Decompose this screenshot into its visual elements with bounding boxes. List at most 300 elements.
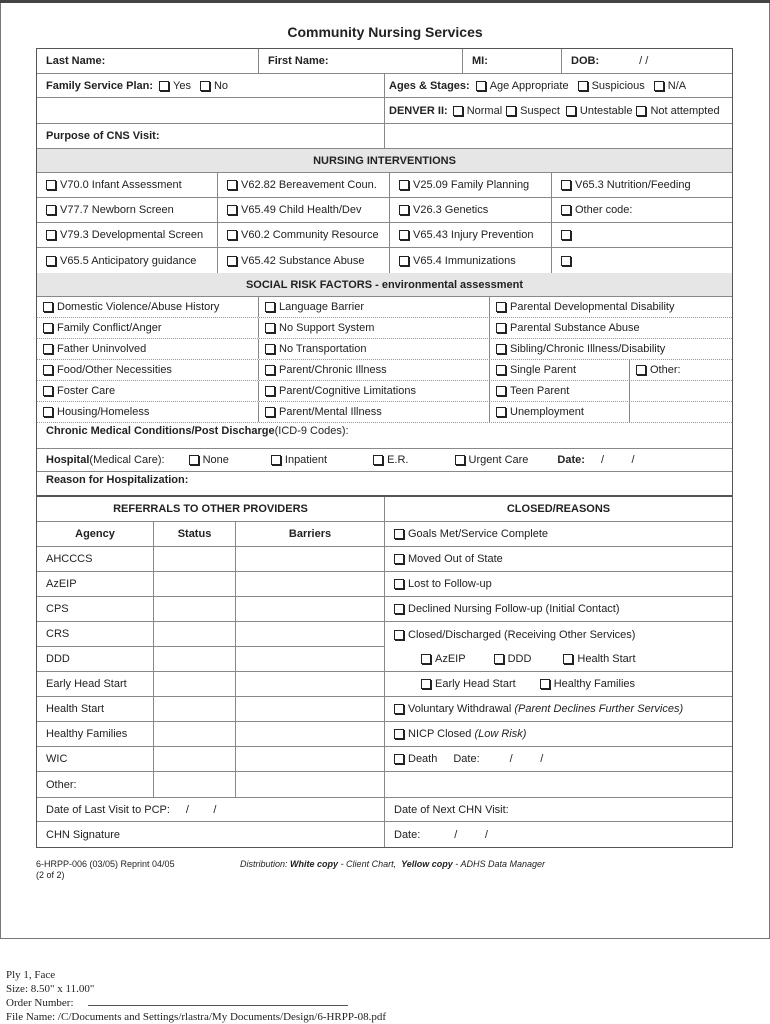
checkbox[interactable] [271, 455, 281, 465]
option-label: No [213, 79, 229, 92]
status-cell[interactable] [154, 672, 236, 696]
option-label: Single Parent [510, 364, 577, 376]
checkbox[interactable] [394, 704, 404, 714]
agency-row [37, 697, 384, 722]
status-cell[interactable] [154, 722, 236, 746]
nursing-option[interactable] [218, 198, 390, 222]
signature-date-label: Date: [394, 828, 421, 841]
print-info [6, 968, 386, 1024]
closed-option[interactable] [385, 622, 732, 647]
order-number-label: Order Number: [6, 997, 74, 1009]
social-other-blank[interactable] [630, 381, 732, 401]
death-label: Death [408, 753, 438, 765]
status-cell[interactable] [154, 697, 236, 721]
checkbox[interactable] [453, 106, 463, 116]
file-name-info: File Name: /C/Documents and Settings/rlastra/My Documents/Design/6-HRPP-08.pdf [6, 1011, 387, 1023]
ages-stages-label: Ages & Stages: [389, 79, 470, 92]
checkbox[interactable] [494, 654, 504, 664]
form-title: Community Nursing Services [287, 24, 483, 40]
signature-date-field[interactable] [385, 822, 732, 847]
order-number-line[interactable] [88, 1005, 348, 1006]
nursing-option[interactable] [37, 248, 218, 273]
closed-option[interactable] [385, 547, 732, 571]
option-label: Inpatient [284, 454, 328, 466]
agency-name: Healthy Families [46, 728, 128, 740]
voluntary-label: Voluntary Withdrawal [408, 703, 512, 715]
last-name-label: Last Name: [46, 55, 106, 67]
nursing-option[interactable] [390, 248, 552, 273]
social-row [37, 360, 732, 381]
signature-label: CHN Signature [46, 828, 120, 841]
social-other-label: Other: [650, 364, 681, 376]
checkbox[interactable] [265, 365, 275, 375]
purpose-label: Purpose of CNS Visit: [46, 130, 160, 142]
pcp-row [37, 797, 732, 822]
barriers-cell[interactable] [236, 772, 384, 797]
agency-row [37, 547, 384, 572]
social-risk-header: SOCIAL RISK FACTORS - environmental assessment [37, 273, 732, 296]
social-option[interactable] [37, 339, 259, 359]
checkbox[interactable] [46, 180, 56, 190]
option-label: Early Head Start [435, 678, 516, 690]
checkbox[interactable] [399, 180, 409, 190]
closed-row [385, 622, 732, 647]
social-option[interactable] [490, 318, 732, 338]
chronic-conditions-field[interactable] [37, 423, 732, 439]
checkbox[interactable] [43, 323, 53, 333]
option-label: Parent/Mental Illness [279, 406, 382, 418]
barriers-cell[interactable] [236, 722, 384, 746]
yellow-copy-dest: - ADHS Data Manager [452, 859, 545, 869]
signature-date-slashes: / / [454, 828, 488, 841]
option-label: Health Start [577, 653, 636, 665]
social-option[interactable] [490, 360, 630, 380]
checkbox[interactable] [561, 256, 571, 266]
agency-row [37, 572, 384, 597]
closed-health-start-option[interactable] [563, 653, 635, 665]
social-option[interactable] [259, 297, 490, 317]
checkbox[interactable] [43, 302, 53, 312]
checkbox[interactable] [540, 679, 550, 689]
mi-field[interactable] [463, 49, 562, 73]
agency-row [37, 597, 384, 622]
option-label: V79.3 Developmental Screen [60, 229, 204, 241]
distribution-note [240, 859, 545, 869]
option-label: V65.3 Nutrition/Feeding [575, 179, 691, 191]
social-option[interactable] [259, 339, 490, 359]
checkbox[interactable] [566, 106, 576, 116]
agency-name: AHCCCS [46, 553, 93, 565]
status-cell[interactable] [154, 572, 236, 596]
social-header-row [37, 273, 732, 297]
checkbox[interactable] [394, 579, 404, 589]
purpose-field[interactable] [37, 124, 385, 148]
checkbox[interactable] [563, 654, 573, 664]
fsp-row [37, 74, 732, 98]
agency-name: CRS [46, 628, 70, 640]
option-label: Closed/Discharged (Receiving Other Services) [408, 628, 636, 641]
signature-field[interactable] [37, 822, 385, 847]
barriers-cell[interactable] [236, 697, 384, 721]
nursing-option[interactable] [37, 223, 218, 247]
status-cell[interactable] [154, 622, 236, 646]
pcp-label: Date of Last Visit to PCP: [46, 803, 170, 816]
checkbox[interactable] [394, 529, 404, 539]
agency-name: DDD [46, 653, 70, 665]
option-label: V25.09 Family Planning [413, 179, 530, 191]
option-label: Declined Nursing Follow-up (Initial Contact) [408, 603, 620, 615]
denver-ii [385, 98, 732, 123]
social-row [37, 297, 732, 318]
form-code: 6-HRPP-006 (03/05) Reprint 04/05 [36, 859, 175, 869]
pcp-date-field[interactable] [37, 798, 385, 821]
social-option[interactable] [37, 318, 259, 338]
blank-cell[interactable] [385, 124, 732, 148]
option-label: Other code: [575, 204, 633, 216]
barriers-cell[interactable] [236, 622, 384, 646]
checkbox[interactable] [421, 679, 431, 689]
nursing-option[interactable] [218, 173, 390, 197]
agency-cell [37, 622, 154, 646]
hospital-urgent-care-option[interactable] [455, 454, 529, 466]
option-label: V70.0 Infant Assessment [60, 179, 182, 191]
white-copy: White copy [290, 859, 339, 869]
option-label: V65.43 Injury Prevention [413, 229, 534, 241]
checkbox[interactable] [636, 106, 646, 116]
fsp-no-option[interactable] [200, 80, 228, 92]
checkbox[interactable] [227, 256, 237, 266]
closed-row [385, 522, 732, 547]
hospital-sub: (Medical Care): [89, 454, 165, 466]
nursing-option[interactable] [552, 198, 732, 222]
closed-option[interactable] [385, 597, 732, 621]
closed-sub-options-2 [385, 672, 732, 696]
checkbox[interactable] [561, 205, 571, 215]
checkbox[interactable] [265, 407, 275, 417]
checkbox[interactable] [43, 386, 53, 396]
barriers-cell[interactable] [236, 747, 384, 771]
hospital-field [37, 449, 732, 471]
checkbox[interactable] [496, 302, 506, 312]
next-visit-label: Date of Next CHN Visit: [394, 803, 509, 816]
checkbox[interactable] [46, 230, 56, 240]
status-cell[interactable] [154, 597, 236, 621]
hospital-inpatient-option[interactable] [271, 454, 327, 466]
option-label: V65.5 Anticipatory guidance [60, 254, 197, 267]
social-option[interactable] [490, 402, 630, 422]
agency-cell [37, 647, 154, 671]
nursing-option[interactable] [218, 223, 390, 247]
white-copy-dest: - Client Chart, [338, 859, 397, 869]
closed-option[interactable] [385, 572, 732, 596]
denver-suspect-option[interactable] [506, 105, 560, 117]
checkbox[interactable] [506, 106, 516, 116]
social-option[interactable] [259, 318, 490, 338]
checkbox[interactable] [43, 365, 53, 375]
checkbox[interactable] [496, 407, 506, 417]
agency-cell [37, 597, 154, 621]
checkbox[interactable] [578, 81, 588, 91]
page-count: (2 of 2) [36, 870, 65, 880]
denver-normal-option[interactable] [453, 105, 502, 117]
nursing-option[interactable] [390, 198, 552, 222]
option-label: V77.7 Newborn Screen [60, 204, 174, 216]
barriers-cell[interactable] [236, 547, 384, 571]
option-label: N/A [667, 79, 687, 92]
closed-early-head-start-option[interactable] [421, 678, 516, 690]
checkbox[interactable] [399, 230, 409, 240]
social-option[interactable] [37, 381, 259, 401]
agency-cell [37, 722, 154, 746]
form-code-block [36, 859, 175, 881]
option-label: No Transportation [279, 343, 367, 355]
purpose-row [37, 124, 732, 149]
social-other-blank[interactable] [630, 402, 732, 422]
agency-name: Early Head Start [46, 678, 127, 690]
nicp-label: NICP Closed [408, 728, 472, 740]
agency-name: AzEIP [46, 578, 77, 590]
status-cell[interactable] [154, 647, 236, 671]
option-label: V26.3 Genetics [413, 204, 489, 216]
checkbox[interactable] [394, 554, 404, 564]
hospital-date-slashes: / / [600, 454, 635, 466]
reason-field[interactable] [37, 472, 732, 488]
checkbox[interactable] [189, 455, 199, 465]
checkbox[interactable] [394, 604, 404, 614]
checkbox[interactable] [200, 81, 210, 91]
nursing-option[interactable] [552, 173, 732, 197]
checkbox[interactable] [561, 230, 571, 240]
checkbox[interactable] [265, 302, 275, 312]
checkbox[interactable] [394, 630, 404, 640]
status-cell[interactable] [154, 547, 236, 571]
ages-na-option[interactable] [654, 80, 686, 92]
barriers-column-header: Barriers [288, 528, 332, 540]
barriers-cell[interactable] [236, 647, 384, 671]
dob-slashes: / / [639, 55, 649, 67]
checkbox[interactable] [496, 386, 506, 396]
blank-cell[interactable] [37, 98, 385, 123]
closed-voluntary-option[interactable] [385, 697, 732, 721]
social-option[interactable] [259, 381, 490, 401]
ages-suspicious-option[interactable] [578, 80, 645, 92]
checkbox[interactable] [43, 344, 53, 354]
option-label: E.R. [387, 454, 409, 466]
hospital-row [37, 449, 732, 472]
nicp-note: (Low Risk) [474, 728, 527, 740]
nursing-option[interactable] [218, 248, 390, 273]
agency-cell [37, 572, 154, 596]
closed-row [385, 597, 732, 622]
nursing-row [37, 248, 732, 273]
nursing-row [37, 198, 732, 223]
checkbox[interactable] [636, 365, 646, 375]
agency-name: Other: [46, 778, 77, 791]
next-visit-field[interactable] [385, 798, 732, 821]
option-label: V65.4 Immunizations [413, 254, 516, 267]
agency-name: WIC [46, 753, 68, 765]
social-option[interactable] [490, 339, 732, 359]
fsp-yes-option[interactable] [159, 80, 191, 92]
order-number-row [6, 996, 386, 1010]
option-label: Parent/Chronic Illness [279, 364, 387, 376]
nursing-option[interactable] [37, 198, 218, 222]
option-label: Domestic Violence/Abuse History [57, 301, 220, 313]
chronic-suffix: (ICD-9 Codes): [274, 425, 349, 437]
checkbox[interactable] [43, 407, 53, 417]
reason-row [37, 472, 732, 497]
social-row [37, 381, 732, 402]
checkbox[interactable] [394, 754, 404, 764]
voluntary-note: (Parent Declines Further Services) [514, 703, 684, 715]
social-other-option[interactable] [630, 360, 732, 380]
option-label: Teen Parent [510, 385, 570, 397]
agency-name: Health Start [46, 703, 105, 715]
dob-label: DOB: [571, 55, 600, 67]
closed-row [385, 547, 732, 572]
option-label: Untestable [579, 104, 633, 117]
status-cell[interactable] [154, 747, 236, 771]
blank-cell[interactable] [385, 772, 732, 797]
closed-header: CLOSED/REASONS [506, 503, 611, 515]
barriers-cell[interactable] [236, 572, 384, 596]
option-label: V60.2 Community Resource [241, 229, 379, 241]
family-service-plan [37, 74, 385, 97]
closed-healthy-families-option[interactable] [540, 678, 635, 690]
barriers-cell[interactable] [236, 672, 384, 696]
checkbox[interactable] [654, 81, 664, 91]
closed-option[interactable] [385, 522, 732, 546]
option-label: Unemployment [510, 406, 584, 418]
option-label: Yes [173, 79, 191, 92]
death-date-slashes: / / [509, 753, 544, 765]
denver-untestable-option[interactable] [566, 105, 633, 117]
barriers-cell[interactable] [236, 597, 384, 621]
closed-sub-options-1 [385, 647, 732, 671]
hospital-none-option[interactable] [189, 454, 229, 466]
checkbox[interactable] [265, 344, 275, 354]
referrals-block [37, 497, 385, 797]
checkbox[interactable] [227, 205, 237, 215]
reason-label: Reason for Hospitalization: [46, 474, 189, 486]
checkbox[interactable] [265, 386, 275, 396]
option-label: Parental Substance Abuse [510, 322, 640, 334]
agency-row [37, 647, 384, 672]
checkbox[interactable] [394, 729, 404, 739]
nursing-row [37, 223, 732, 248]
nursing-option[interactable] [37, 173, 218, 197]
yellow-copy: Yellow copy [401, 859, 453, 869]
checkbox[interactable] [227, 230, 237, 240]
ages-age-appropriate-option[interactable] [476, 80, 569, 92]
social-grid [37, 297, 732, 423]
checkbox[interactable] [159, 81, 169, 91]
referrals-columns-row [37, 522, 384, 547]
death-date-label: Date: [453, 753, 480, 765]
checkbox[interactable] [496, 344, 506, 354]
checkbox[interactable] [46, 256, 56, 266]
social-option[interactable] [37, 360, 259, 380]
agency-cell [37, 547, 154, 571]
checkbox[interactable] [46, 205, 56, 215]
agency-row [37, 622, 384, 647]
checkbox[interactable] [496, 365, 506, 375]
closed-azeip-option[interactable] [421, 653, 466, 665]
option-label: No Support System [279, 322, 375, 334]
option-label: Normal [466, 104, 503, 117]
first-name-field[interactable] [259, 49, 463, 73]
denver-row [37, 98, 732, 124]
option-label: Foster Care [57, 385, 116, 397]
checkbox[interactable] [373, 455, 383, 465]
social-option[interactable] [37, 297, 259, 317]
closed-sub-row-1 [385, 647, 732, 672]
social-row [37, 339, 732, 360]
option-label: Moved Out of State [408, 553, 503, 565]
option-label: Lost to Follow-up [408, 578, 492, 590]
social-row [37, 318, 732, 339]
social-option[interactable] [259, 360, 490, 380]
checkbox[interactable] [227, 180, 237, 190]
option-label: V62.82 Bereavement Coun. [241, 179, 377, 191]
denver-not-attempted-option[interactable] [636, 105, 719, 117]
option-label: Family Conflict/Anger [57, 322, 162, 334]
nursing-option[interactable] [390, 223, 552, 247]
social-row [37, 402, 732, 423]
checkbox[interactable] [399, 205, 409, 215]
closed-header-row [385, 497, 732, 522]
checkbox[interactable] [421, 654, 431, 664]
social-option[interactable] [259, 402, 490, 422]
last-name-field[interactable] [37, 49, 259, 73]
nursing-option[interactable] [552, 248, 732, 273]
name-row [37, 49, 732, 74]
hospital-date-label: Date: [557, 454, 585, 466]
closed-death-option[interactable] [385, 747, 732, 771]
checkbox[interactable] [496, 323, 506, 333]
hospital-er-option[interactable] [373, 454, 408, 466]
option-label: DDD [507, 653, 532, 665]
dob-field[interactable] [562, 49, 732, 73]
denver-label: DENVER II: [389, 104, 448, 117]
referrals-closed-block [37, 497, 732, 797]
social-option[interactable] [37, 402, 259, 422]
fsp-label: Family Service Plan: [46, 79, 153, 92]
closed-row [385, 572, 732, 597]
closed-ddd-option[interactable] [494, 653, 532, 665]
size-info: Size: 8.50" x 11.00" [6, 983, 95, 995]
checkbox[interactable] [561, 180, 571, 190]
agency-cell [37, 672, 154, 696]
pcp-slashes: / / [185, 803, 217, 816]
closed-death-row [385, 747, 732, 772]
checkbox[interactable] [265, 323, 275, 333]
closed-nicp-option[interactable] [385, 722, 732, 746]
social-option[interactable] [490, 297, 732, 317]
checkbox[interactable] [399, 256, 409, 266]
status-cell[interactable] [154, 772, 236, 797]
cns-form [36, 48, 733, 848]
checkbox[interactable] [455, 455, 465, 465]
option-label: Language Barrier [279, 301, 365, 313]
referrals-header-row [37, 497, 384, 522]
agency-cell [37, 772, 154, 797]
closed-block [385, 497, 732, 797]
nursing-option[interactable] [552, 223, 732, 247]
checkbox[interactable] [476, 81, 486, 91]
social-option[interactable] [490, 381, 630, 401]
nursing-option[interactable] [390, 173, 552, 197]
